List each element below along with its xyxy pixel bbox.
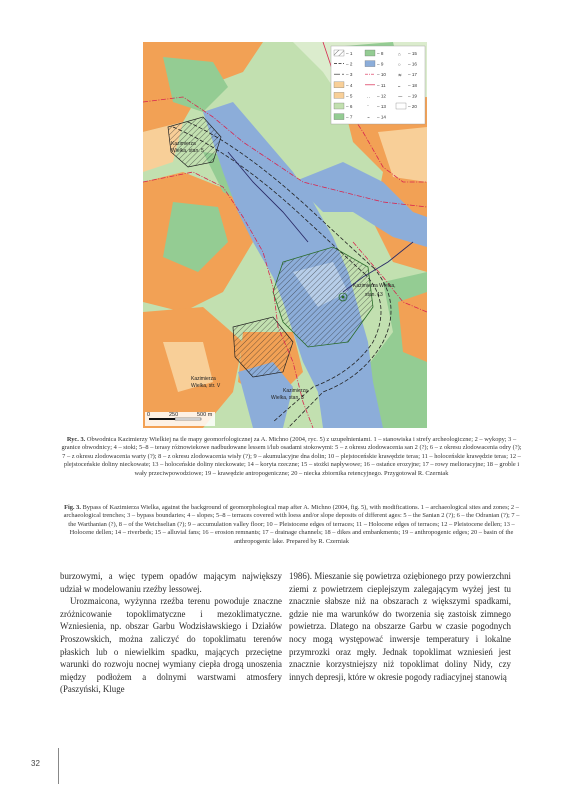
legend-label: – 10 [377, 72, 386, 78]
page-margin-rule [58, 748, 59, 784]
legend-label: – 18 [408, 82, 417, 88]
legend-swatch: ○ [398, 62, 401, 68]
caption-label: Ryc. 3. [66, 436, 86, 443]
legend-swatch: ¨ [367, 104, 369, 110]
legend-label: – 16 [408, 61, 417, 67]
legend-swatch [396, 103, 406, 109]
legend-swatch: ⎯ [398, 83, 401, 89]
caption-text: Obwodnica Kazimierzy Wielkiej na tle mapy geomorfologicznej za A. Michno (2004, ryc. 5) z uzupełnieniami. 1 – stanowiska i strefy archeologiczne; 2 – wykopy; 3 – granice obwodnicy; 4 – stoki; 5–8 – terasy różnowiekowe nadbudowane lessem i/lub osadami stokowymi: 5 – z okresu zlodowacenia san 2 (?); 6 – z okresu zlodowacenia odry (?); 7 – z okresu zlodowacenia warty (?); 8 – z okresu zlodowacenia wisły (?); 9 – akumulacyjne dna dolin; 10 – plejstoceńskie krawędzie teras; 11 – holoceńskie krawędzie teras; 12 – plejstoceńskie doliny nieckowate; 13 – holoceńskie doliny nieckowate; 14 – koryta rzeczne; 15 – stożki napływowe; 16 – ostańce erozyjne; 17 – rowy melioracyjne; 18 – groble i wały przeciwpowodziowe; 19 – krawędzie antropogeniczne; 20 – niecka zbiornika retencyjnego. Przygotował R. Czerniak [61, 436, 522, 477]
site-marker [342, 296, 345, 299]
legend-label: – 15 [408, 51, 417, 56]
paragraph: 1986). Mieszanie się powietrza oziębionego przy powierzchni ziemi z powietrzem cieplejszym zalegającym wyżej jest tu znacznie słabsze niż na obszarach z większymi spadkami, gdzie nie ma warunków do tworzenia się zastoisk zimnego powietrza. Dlatego na obszarze Garbu w czasie pogodnych nocy mogą występować inwersje temperatury i lokalne przymrozki oraz mgły. Jednak topoklimat wzniesień jest znacznie korzystniejszy niż topoklimat doliny Nidy, czy innych depresji, które w okresie pogody radiacyjnej stanowią [289, 571, 511, 682]
legend-label: – 4 [346, 82, 353, 88]
legend-swatch: ⁓ [398, 93, 403, 99]
legend-label: – 8 [377, 51, 384, 56]
site-label-line: Wielka, stan. 5 [171, 148, 204, 154]
site-label-line: Kazimierza Wielka, [353, 283, 396, 289]
legend-label: – 7 [346, 114, 353, 120]
legend-swatch: ≋ [398, 72, 402, 78]
site-label [169, 137, 205, 155]
legend-label: – 6 [346, 104, 353, 109]
paragraph: burzowymi, a więc typem opadów mającym największy udział w modelowaniu rzeźby lessowej. [60, 571, 282, 594]
site-label-line: Kazimierza [283, 388, 308, 394]
site-label-line: Wielka, stan. 3 [271, 395, 304, 401]
legend-label: – 12 [377, 93, 386, 99]
legend-swatch [334, 92, 344, 98]
legend-label: – 13 [377, 104, 386, 109]
caption-label: Fig. 3. [64, 504, 81, 511]
paragraph: Urozmaicona, wyżynna rzeźba terenu powoduje znaczne zróżnicowanie topoklimatyczne i mezoklimatyczne. Wzniesienia, np. obszar Garbu Wodzisławskiego i Działów Proszowskich, można zaliczyć do topoklimatu terenów płaskich lub o niewielkim spadku, mających przeciętne warunki do rozwoju nocnej wymiany ciepła drogą unoszenia między podłożem a dolnymi warstwami atmosfery (Paszyński, Kluge [60, 596, 282, 695]
legend-swatch [365, 61, 375, 67]
legend-swatch: ⌂ [398, 51, 401, 57]
caption-text: Bypass of Kazimierza Wielka, against the background of geomorphological map after A. Michno (2004, fig. 5), with modifications. 1 – archaeological sites and zones; 2 – archaeological trenches; 3 – bypass boundaries; 4 – slopes; 5–8 – terraces covered with loess and/or slope deposits of different ages: 5 – the Sanian 2 (?); 6 – the Odranian (?); 7 – the Warthanian (?), 8 – of the Weichselian (?); 9 – accumulation valley floor; 10 – Pleistocene edges of terraces; 11 – Holocene edges of terraces; 12 – Pleistocene dellen; 13 – Holocene dellen; 14 – riverbeds; 15 – alluvial fans; 16 – erosion remnants; 17 – drainage channels; 18 – dikes and embankments; 19 – anthropogenic edges; 20 – basin of the anthropogenic lake. Prepared by R. Czerniak [63, 504, 520, 545]
legend-swatch: ‥ [367, 93, 371, 99]
legend-swatch [365, 50, 375, 56]
legend-swatch [334, 50, 344, 56]
scale-label: 500 m [197, 412, 213, 418]
legend-label: – 19 [408, 93, 417, 99]
scale-label: 0 [147, 412, 151, 418]
site-label-line: Wielka, str. V [191, 383, 221, 389]
body-column-right [289, 570, 511, 683]
page-number: 32 [31, 759, 40, 768]
site-label-line: Kazimierza [191, 376, 216, 382]
legend-label: – 3 [346, 72, 353, 78]
legend-swatch [334, 82, 344, 88]
legend-swatch: ~ [367, 115, 370, 121]
figure-caption-english [60, 504, 523, 546]
body-column-left [60, 570, 282, 696]
scale-label: 250 [169, 412, 179, 418]
legend-label: – 17 [408, 72, 417, 78]
map-legend [331, 46, 425, 124]
site-label-line: Kazimierza [171, 141, 196, 147]
legend-swatch [334, 103, 344, 109]
legend-label: – 9 [377, 61, 384, 67]
legend-label: – 2 [346, 61, 353, 67]
site-label-line: stan. 13 [365, 292, 383, 298]
legend-label: – 20 [408, 104, 417, 109]
scale-bar [145, 412, 215, 426]
figure-caption-polish [60, 436, 523, 478]
legend-label: – 5 [346, 93, 353, 99]
legend-label: – 14 [377, 114, 386, 120]
geomorphological-map [143, 42, 427, 428]
legend-label: – 1 [346, 51, 353, 56]
legend-swatch [334, 114, 344, 120]
legend-label: – 11 [377, 82, 386, 88]
